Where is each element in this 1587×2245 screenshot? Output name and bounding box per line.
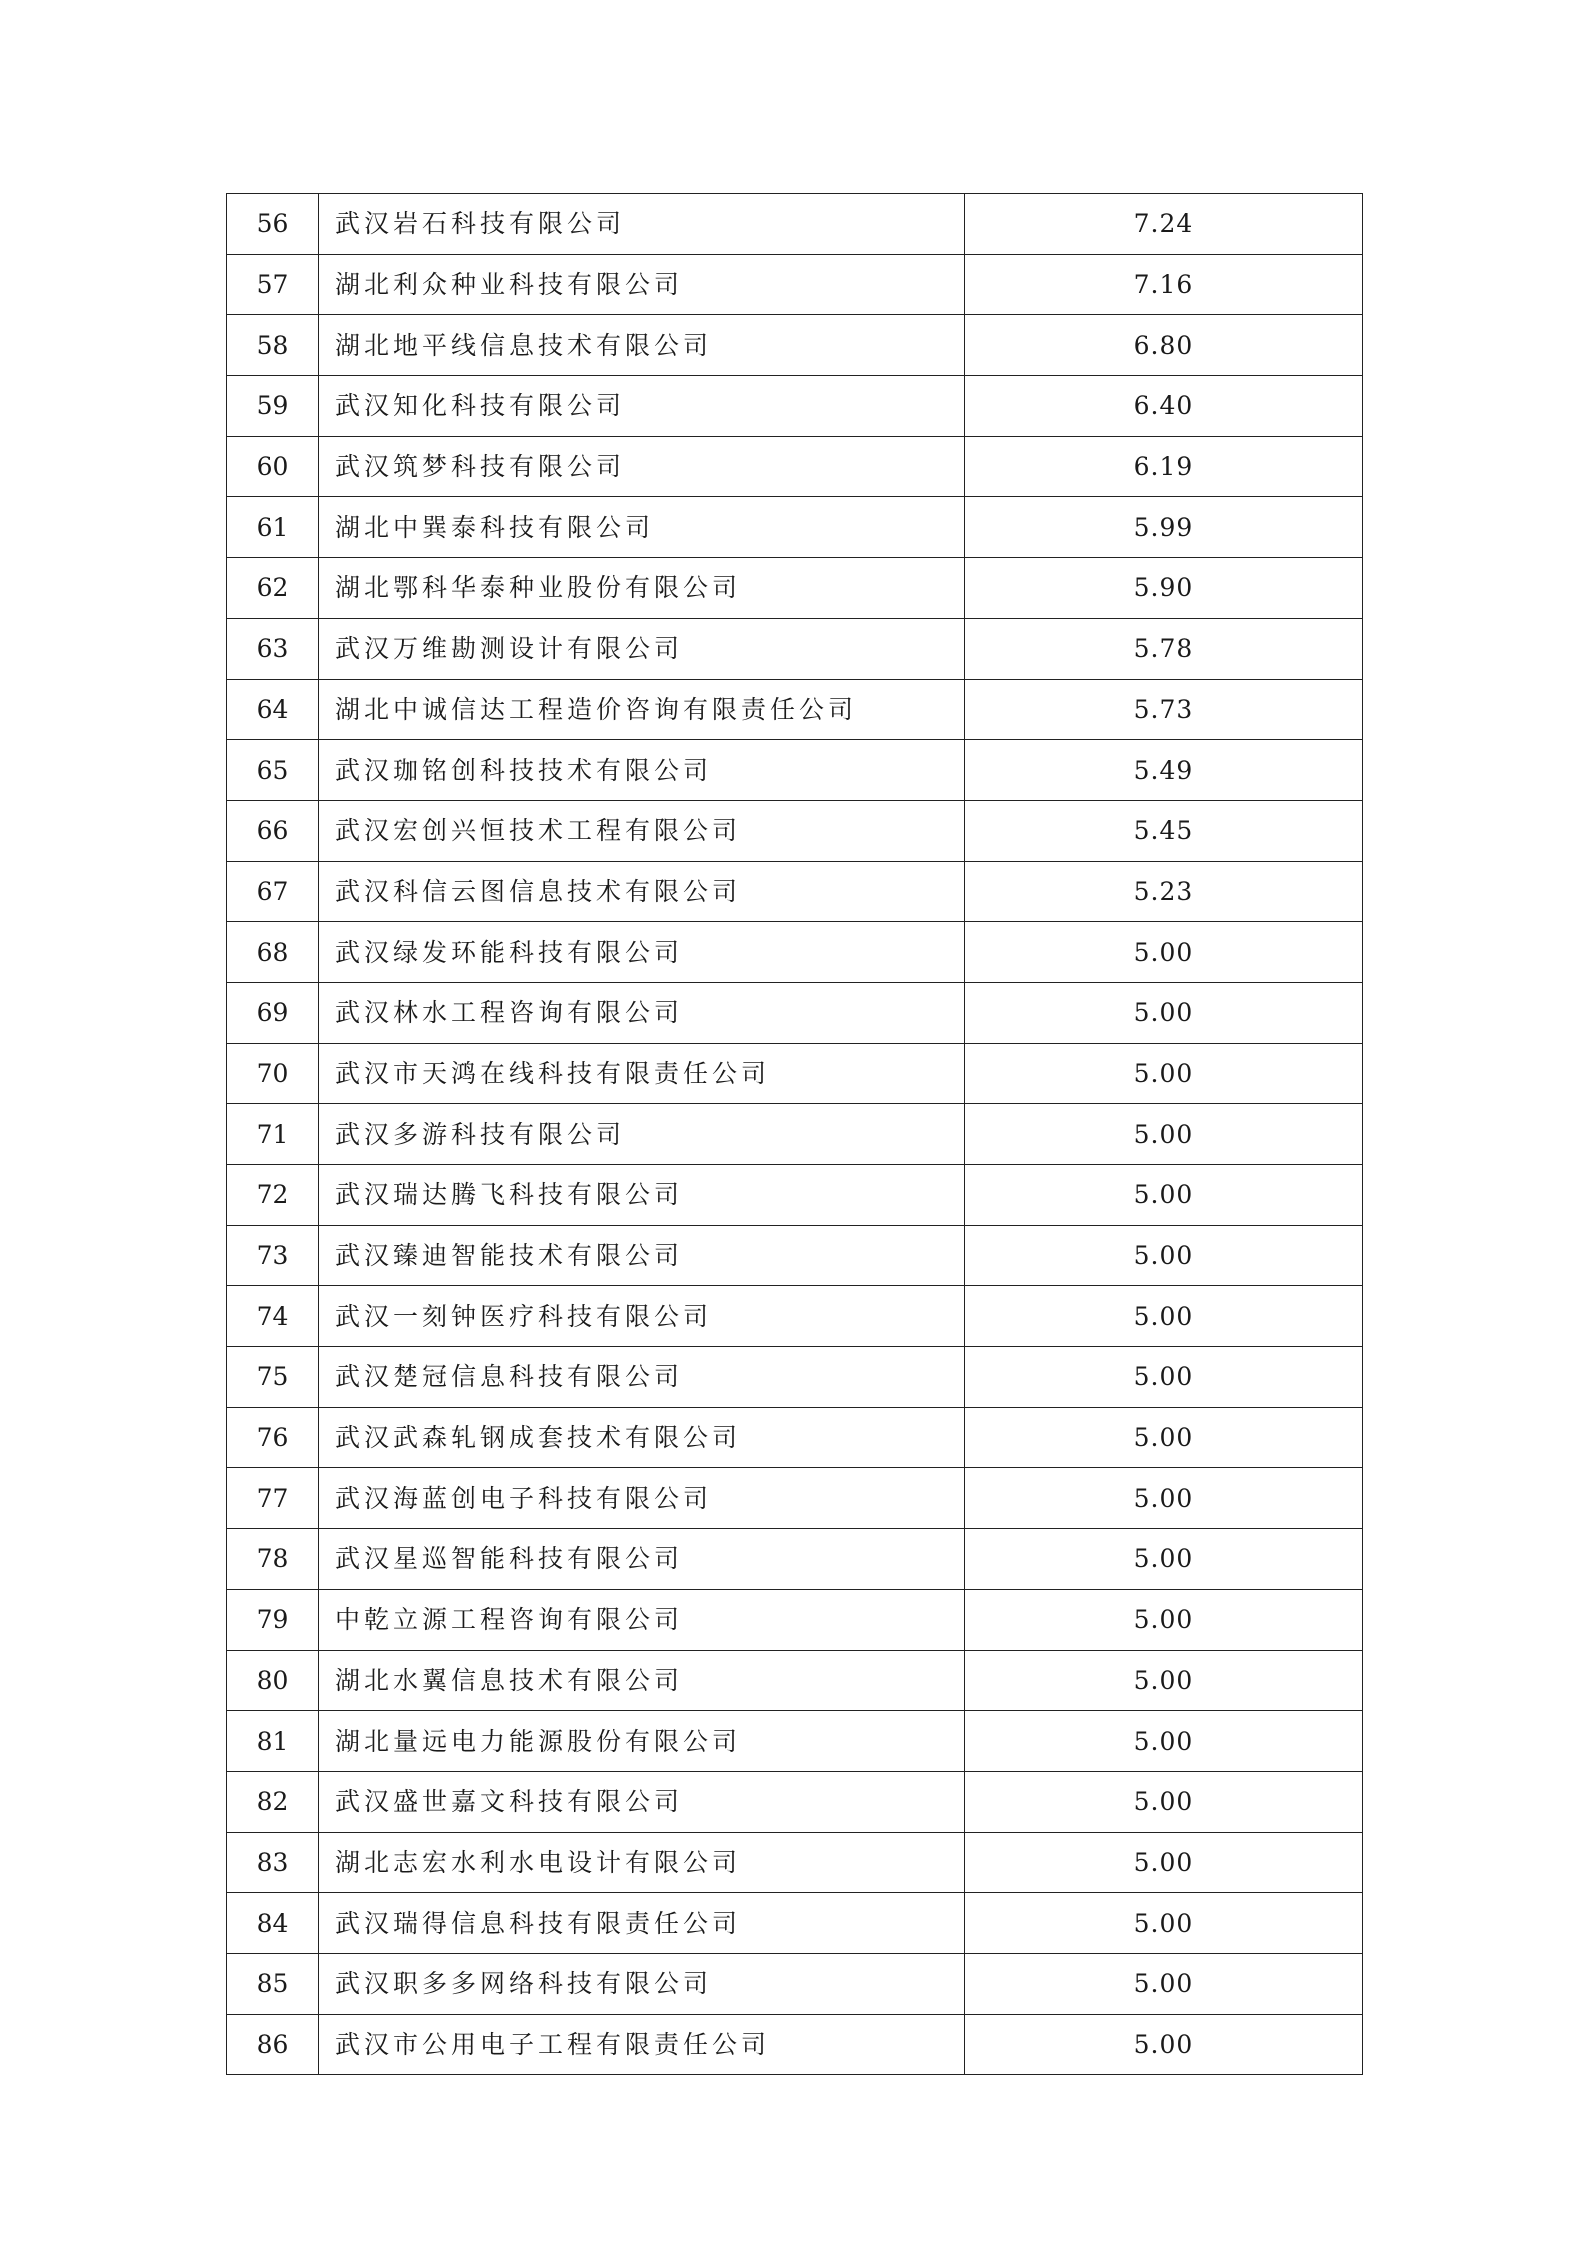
row-index-cell: 73 xyxy=(227,1225,319,1286)
table-row xyxy=(227,1832,1363,1893)
company-name-cell: 湖北量远电力能源股份有限公司 xyxy=(319,1711,965,1772)
score-cell: 5.00 xyxy=(965,1529,1363,1590)
company-name-cell: 武汉科信云图信息技术有限公司 xyxy=(319,861,965,922)
row-index-cell: 74 xyxy=(227,1286,319,1347)
table-row xyxy=(227,315,1363,376)
score-cell: 7.24 xyxy=(965,194,1363,255)
score-cell: 5.00 xyxy=(965,1407,1363,1468)
table-row xyxy=(227,1468,1363,1529)
score-cell: 5.00 xyxy=(965,982,1363,1043)
company-name-cell: 中乾立源工程咨询有限公司 xyxy=(319,1589,965,1650)
score-cell: 5.00 xyxy=(965,1104,1363,1165)
score-cell: 5.00 xyxy=(965,1347,1363,1408)
score-cell: 5.00 xyxy=(965,1832,1363,1893)
score-cell: 5.49 xyxy=(965,740,1363,801)
score-cell: 6.19 xyxy=(965,436,1363,497)
company-name-cell: 湖北利众种业科技有限公司 xyxy=(319,254,965,315)
company-name-cell: 武汉一刻钟医疗科技有限公司 xyxy=(319,1286,965,1347)
table-row xyxy=(227,1529,1363,1590)
company-name-cell: 武汉楚冠信息科技有限公司 xyxy=(319,1347,965,1408)
score-cell: 7.16 xyxy=(965,254,1363,315)
score-cell: 5.00 xyxy=(965,922,1363,983)
row-index-cell: 75 xyxy=(227,1347,319,1408)
score-cell: 5.45 xyxy=(965,800,1363,861)
table-row xyxy=(227,861,1363,922)
table-row xyxy=(227,194,1363,255)
table-row xyxy=(227,1104,1363,1165)
score-cell: 5.00 xyxy=(965,1771,1363,1832)
row-index-cell: 71 xyxy=(227,1104,319,1165)
score-cell: 5.99 xyxy=(965,497,1363,558)
row-index-cell: 68 xyxy=(227,922,319,983)
score-cell: 5.00 xyxy=(965,1650,1363,1711)
table-row xyxy=(227,1650,1363,1711)
table-row xyxy=(227,618,1363,679)
table-row xyxy=(227,982,1363,1043)
row-index-cell: 58 xyxy=(227,315,319,376)
table-row xyxy=(227,2014,1363,2075)
row-index-cell: 61 xyxy=(227,497,319,558)
row-index-cell: 67 xyxy=(227,861,319,922)
row-index-cell: 83 xyxy=(227,1832,319,1893)
company-name-cell: 湖北中巽泰科技有限公司 xyxy=(319,497,965,558)
table-row xyxy=(227,679,1363,740)
score-cell: 5.90 xyxy=(965,558,1363,619)
row-index-cell: 62 xyxy=(227,558,319,619)
company-name-cell: 湖北地平线信息技术有限公司 xyxy=(319,315,965,376)
table-row xyxy=(227,800,1363,861)
company-name-cell: 武汉海蓝创电子科技有限公司 xyxy=(319,1468,965,1529)
score-cell: 5.00 xyxy=(965,1893,1363,1954)
company-name-cell: 武汉筑梦科技有限公司 xyxy=(319,436,965,497)
company-name-cell: 武汉珈铭创科技技术有限公司 xyxy=(319,740,965,801)
company-name-cell: 湖北中诚信达工程造价咨询有限责任公司 xyxy=(319,679,965,740)
company-name-cell: 湖北水翼信息技术有限公司 xyxy=(319,1650,965,1711)
table-row xyxy=(227,436,1363,497)
row-index-cell: 82 xyxy=(227,1771,319,1832)
row-index-cell: 77 xyxy=(227,1468,319,1529)
company-score-table xyxy=(226,193,1363,2075)
score-cell: 5.00 xyxy=(965,1468,1363,1529)
table-row xyxy=(227,1771,1363,1832)
table-row xyxy=(227,1286,1363,1347)
score-cell: 5.00 xyxy=(965,2014,1363,2075)
row-index-cell: 63 xyxy=(227,618,319,679)
table-row xyxy=(227,1407,1363,1468)
company-name-cell: 武汉林水工程咨询有限公司 xyxy=(319,982,965,1043)
score-cell: 5.23 xyxy=(965,861,1363,922)
row-index-cell: 69 xyxy=(227,982,319,1043)
company-name-cell: 武汉知化科技有限公司 xyxy=(319,376,965,437)
table-row xyxy=(227,1589,1363,1650)
company-name-cell: 武汉盛世嘉文科技有限公司 xyxy=(319,1771,965,1832)
row-index-cell: 59 xyxy=(227,376,319,437)
table-row xyxy=(227,254,1363,315)
score-cell: 5.73 xyxy=(965,679,1363,740)
table-row xyxy=(227,558,1363,619)
company-name-cell: 武汉市公用电子工程有限责任公司 xyxy=(319,2014,965,2075)
company-name-cell: 武汉宏创兴恒技术工程有限公司 xyxy=(319,800,965,861)
table-row xyxy=(227,1347,1363,1408)
company-name-cell: 武汉职多多网络科技有限公司 xyxy=(319,1953,965,2014)
table-row xyxy=(227,1953,1363,2014)
table-row xyxy=(227,1165,1363,1226)
company-name-cell: 武汉市天鸿在线科技有限责任公司 xyxy=(319,1043,965,1104)
row-index-cell: 64 xyxy=(227,679,319,740)
row-index-cell: 80 xyxy=(227,1650,319,1711)
table-body xyxy=(227,194,1363,2075)
company-name-cell: 武汉绿发环能科技有限公司 xyxy=(319,922,965,983)
company-name-cell: 武汉武森轧钢成套技术有限公司 xyxy=(319,1407,965,1468)
table-row xyxy=(227,1893,1363,1954)
table-row xyxy=(227,376,1363,437)
company-name-cell: 武汉多游科技有限公司 xyxy=(319,1104,965,1165)
row-index-cell: 57 xyxy=(227,254,319,315)
score-cell: 5.00 xyxy=(965,1953,1363,2014)
row-index-cell: 70 xyxy=(227,1043,319,1104)
row-index-cell: 66 xyxy=(227,800,319,861)
company-name-cell: 武汉星巡智能科技有限公司 xyxy=(319,1529,965,1590)
table-row xyxy=(227,1225,1363,1286)
row-index-cell: 81 xyxy=(227,1711,319,1772)
score-cell: 5.00 xyxy=(965,1286,1363,1347)
row-index-cell: 65 xyxy=(227,740,319,801)
company-name-cell: 武汉岩石科技有限公司 xyxy=(319,194,965,255)
company-name-cell: 武汉万维勘测设计有限公司 xyxy=(319,618,965,679)
score-cell: 5.78 xyxy=(965,618,1363,679)
row-index-cell: 85 xyxy=(227,1953,319,2014)
score-cell: 5.00 xyxy=(965,1165,1363,1226)
row-index-cell: 86 xyxy=(227,2014,319,2075)
table-row xyxy=(227,1043,1363,1104)
row-index-cell: 79 xyxy=(227,1589,319,1650)
company-name-cell: 武汉瑞达腾飞科技有限公司 xyxy=(319,1165,965,1226)
row-index-cell: 76 xyxy=(227,1407,319,1468)
company-name-cell: 湖北志宏水利水电设计有限公司 xyxy=(319,1832,965,1893)
table-row xyxy=(227,497,1363,558)
company-name-cell: 武汉瑞得信息科技有限责任公司 xyxy=(319,1893,965,1954)
table-row xyxy=(227,1711,1363,1772)
score-cell: 5.00 xyxy=(965,1589,1363,1650)
score-cell: 5.00 xyxy=(965,1225,1363,1286)
row-index-cell: 78 xyxy=(227,1529,319,1590)
row-index-cell: 84 xyxy=(227,1893,319,1954)
row-index-cell: 72 xyxy=(227,1165,319,1226)
row-index-cell: 56 xyxy=(227,194,319,255)
score-cell: 5.00 xyxy=(965,1711,1363,1772)
table-row xyxy=(227,922,1363,983)
score-cell: 6.80 xyxy=(965,315,1363,376)
company-name-cell: 武汉臻迪智能技术有限公司 xyxy=(319,1225,965,1286)
score-cell: 5.00 xyxy=(965,1043,1363,1104)
score-cell: 6.40 xyxy=(965,376,1363,437)
company-name-cell: 湖北鄂科华泰种业股份有限公司 xyxy=(319,558,965,619)
row-index-cell: 60 xyxy=(227,436,319,497)
table-row xyxy=(227,740,1363,801)
